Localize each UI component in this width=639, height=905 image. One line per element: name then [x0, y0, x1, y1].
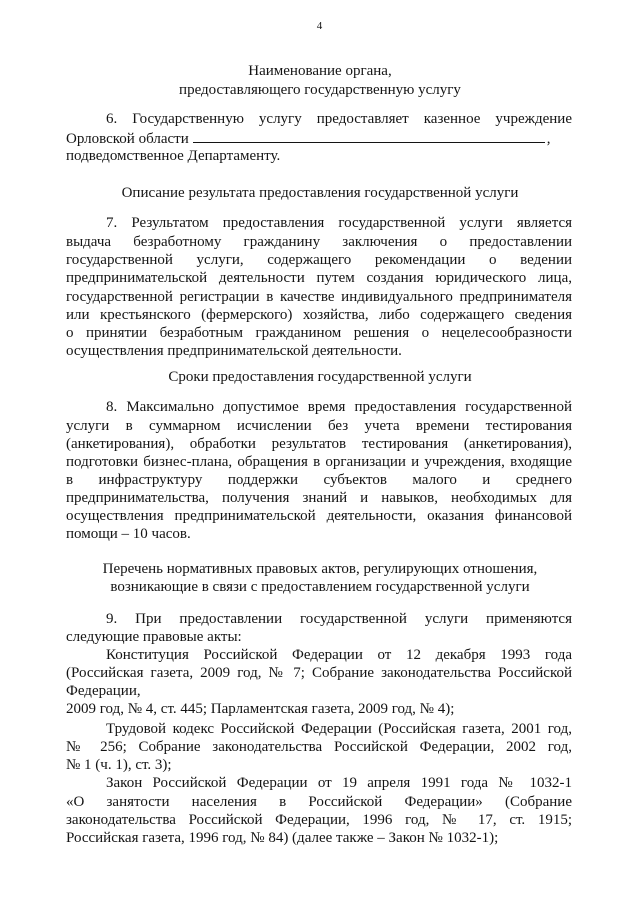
paragraph-8-line: осуществления предпринимательской деятельности, оказания финансовой: [66, 508, 572, 524]
paragraph-7-line: государственной регистрации в качестве индивидуального предпринимателя: [66, 289, 572, 305]
legal-act-line: № 256; Собрание законодательства Российской Федерации, 2002 год,: [66, 739, 572, 755]
paragraph-8-line: (анкетирования), обработки результатов тестирования (анкетирования),: [66, 436, 572, 452]
section-heading-legal-acts: Перечень нормативных правовых актов, регулирующих отношения,: [102, 561, 538, 577]
paragraph-8-line: 8. Максимально допустимое время предоставления государственной: [106, 399, 572, 415]
section-heading-result: Описание результата предоставления государственной услуги: [121, 185, 519, 201]
legal-act-line: Федерации,: [66, 683, 141, 699]
paragraph-6-line: [66, 129, 576, 148]
paragraph-8-line: предпринимательства, получения знаний и навыков, необходимых для: [66, 490, 572, 506]
paragraph-9-line: следующие правовые акты:: [66, 629, 242, 645]
paragraph-9-line: 9. При предоставлении государственной услуги применяются: [106, 611, 572, 627]
section-heading-terms: Сроки предоставления государственной услуги: [168, 369, 472, 385]
legal-act-line: (Российская газета, 2009 год, № 7; Собрание законодательства Российской: [66, 665, 572, 681]
fill-in-blank: [193, 129, 545, 143]
legal-act-line: Российская газета, 1996 год, № 84) (далее также – Закон № 1032-1);: [66, 830, 499, 846]
paragraph-8-line: в инфраструктуру поддержки субъектов малого и среднего: [66, 472, 572, 488]
section-heading-authority: Наименование органа,: [248, 63, 392, 79]
legal-act-line: «О занятости населения в Российской Федерации» (Собрание: [66, 794, 572, 810]
paragraph-7-line: выдача безработному гражданину заключения о предоставлении: [66, 234, 572, 250]
paragraph-7-line: или крестьянского (фермерского) хозяйства, либо содержащего сведения: [66, 307, 572, 323]
legal-act-line: Конституция Российской Федерации от 12 декабря 1993 года: [106, 647, 572, 663]
paragraph-8-line: подготовки бизнес-плана, обращения в организации и учреждения, входящие: [66, 454, 572, 470]
paragraph-7-line: предпринимательской деятельности путем создания юридического лица,: [66, 270, 572, 286]
paragraph-8-line: услуги в суммарном исчислении без учета времени тестирования: [66, 418, 572, 434]
legal-act-line: Трудовой кодекс Российской Федерации (Российская газета, 2001 год,: [106, 721, 572, 737]
paragraph-7-line: государственной услуги, содержащего рекомендации о ведении: [66, 252, 572, 268]
paragraph-7-line: осуществления предпринимательской деятельности.: [66, 343, 402, 359]
section-heading-authority-line2: предоставляющего государственную услугу: [179, 82, 461, 98]
legal-act-line: законодательства Российской Федерации, 1996 год, № 17, ст. 1915;: [66, 812, 572, 828]
section-heading-legal-acts-line2: возникающие в связи с предоставлением государственной услуги: [110, 579, 530, 595]
legal-act-line: Закон Российской Федерации от 19 апреля 1991 года № 1032-1: [106, 775, 572, 791]
paragraph-7-line: о принятии безработным гражданином решения о нецелесообразности: [66, 325, 572, 341]
paragraph-6-line: подведомственное Департаменту.: [66, 148, 281, 164]
paragraph-6-comma: ,: [546, 131, 551, 147]
paragraph-6-line: 6. Государственную услугу предоставляет казенное учреждение: [106, 111, 572, 127]
page-number: 4: [316, 20, 323, 32]
paragraph-7-line: 7. Результатом предоставления государственной услуги является: [106, 215, 572, 231]
paragraph-6-text: Орловской области: [66, 131, 189, 147]
paragraph-8-line: помощи – 10 часов.: [66, 526, 191, 542]
legal-act-line: № 1 (ч. 1), ст. 3);: [66, 757, 172, 773]
legal-act-line: 2009 год, № 4, ст. 445; Парламентская газета, 2009 год, № 4);: [66, 701, 455, 717]
